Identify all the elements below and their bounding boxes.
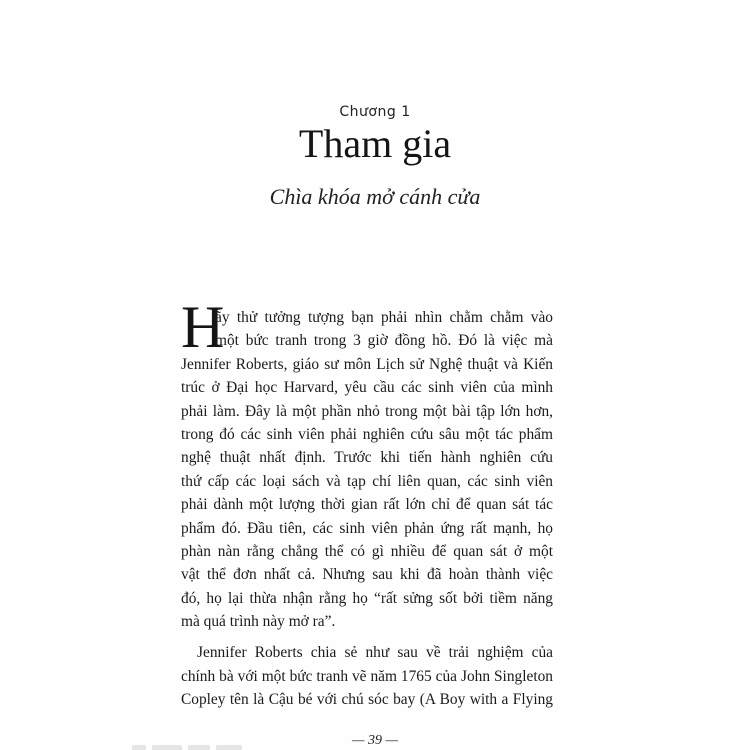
text-line: phẩm đó. Đầu tiên, các sinh viên phản ứng rất mạnh, họ [181, 519, 553, 537]
chapter-title: Tham gia [298, 121, 452, 166]
text-line: trong đó các sinh viên phải nghiên cứu sâu một tác phẩm [181, 425, 553, 443]
text-line: phải dành một lượng thời gian rất lớn chỉ để quan sát tác [181, 496, 553, 514]
paragraph-2 [181, 641, 553, 711]
drop-cap: H [181, 294, 225, 360]
text-line: đó, họ lại thừa nhận rằng họ “rất sửng sốt bởi tiềm năng [181, 589, 553, 607]
text-line: chính bà với một bức tranh vẽ năm 1765 của John Singleton [181, 667, 553, 685]
text-line: nghệ thuật nhất định. Trước khi tiến hành nghiên cứu [181, 449, 553, 467]
chapter-label: Chương 1 [339, 104, 411, 120]
chapter-subtitle: Chìa khóa mở cánh cửa [269, 184, 481, 209]
faint-watermark [132, 738, 312, 750]
text-line: một bức tranh trong 3 giờ đồng hồ. Đó là việc mà [215, 332, 553, 350]
page-number: — 39 — [352, 733, 398, 748]
text-line: Copley tên là Cậu bé với chú sóc bay (A Boy with a Flying [181, 691, 553, 709]
text-line: phàn nàn rằng chẳng thể có gì nhiều để quan sát ở một [181, 542, 553, 560]
text-line: ãy thử tưởng tượng bạn phải nhìn chằm chằm vào [215, 309, 553, 326]
text-line: trúc ở Đại học Harvard, yêu cầu các sinh viên của mình [181, 379, 553, 397]
paragraph-1 [181, 306, 553, 633]
text-line: phải làm. Đây là một phần nhỏ trong một bài tập lớn hơn, [181, 402, 553, 420]
text-line: Jennifer Roberts chia sẻ như sau về trải nghiệm của [197, 644, 553, 662]
body-text [181, 306, 553, 712]
text-line: Jennifer Roberts, giáo sư môn Lịch sử Nghệ thuật và Kiến [181, 355, 553, 373]
text-line: vật thể đơn nhất cả. Nhưng sau khi đã hoàn thành việc [181, 566, 553, 584]
text-line: thứ cấp các loại sách và tạp chí liên quan, các sinh viên [181, 472, 553, 490]
text-line: mà quá trình này mở ra”. [181, 613, 336, 631]
